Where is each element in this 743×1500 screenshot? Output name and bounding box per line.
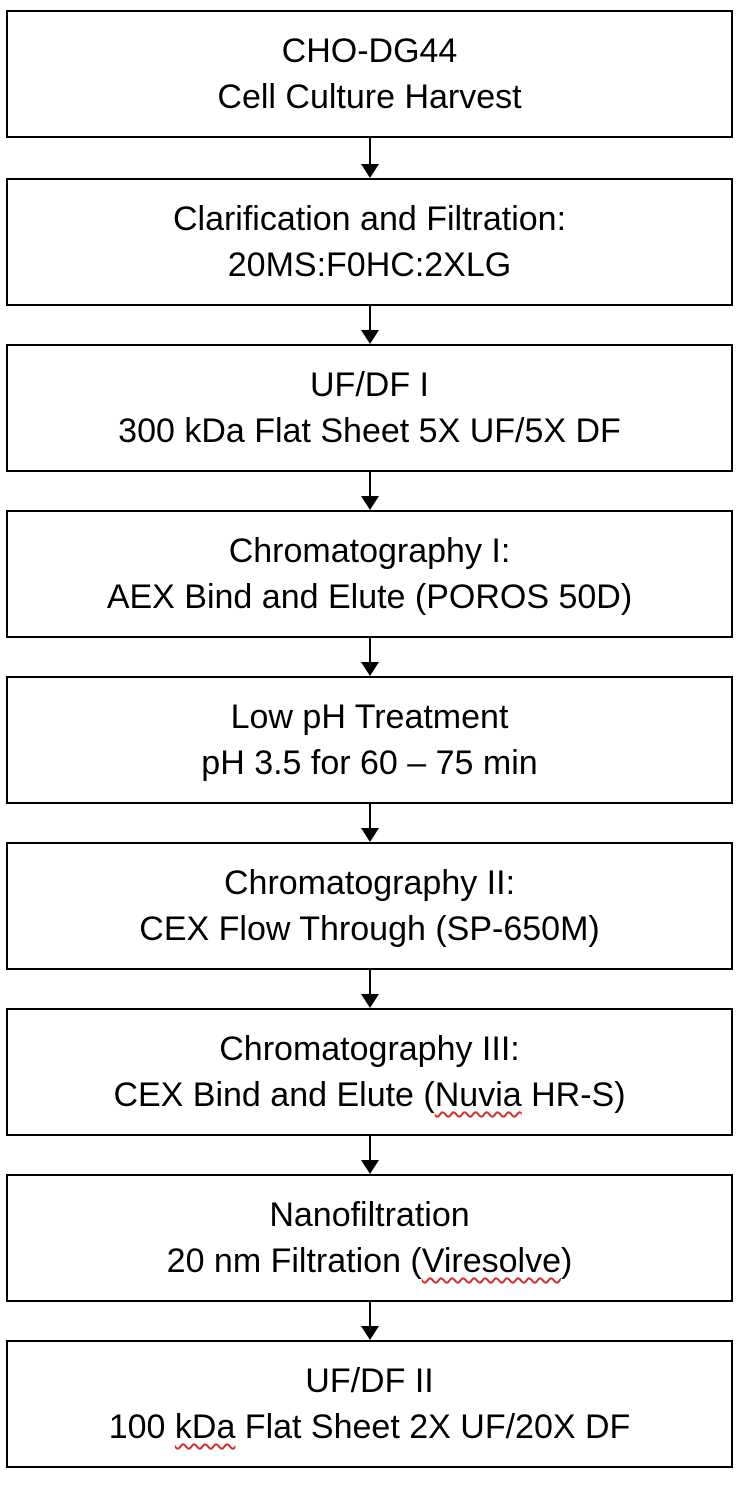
step-box-chromatography-2: [6, 842, 733, 970]
step-box-nanofiltration: [6, 1174, 733, 1302]
step-detail: 20 nm Filtration (Viresolve): [166, 1242, 573, 1280]
step-box-chromatography-1: [6, 510, 733, 638]
step-box-chromatography-3: [6, 1008, 733, 1136]
step-box-ufdf-2: [6, 1340, 733, 1468]
step-box-ufdf-1: [6, 344, 733, 472]
step-detail: AEX Bind and Elute (POROS 50D): [106, 578, 633, 616]
step-title: Clarification and Filtration:: [172, 200, 567, 238]
step-box-low-ph: [6, 676, 733, 804]
step-detail: 20MS:F0HC:2XLG: [227, 246, 512, 284]
arrow-down-icon: [357, 306, 383, 344]
step-detail: Cell Culture Harvest: [217, 78, 522, 116]
step-detail: CEX Bind and Elute (Nuvia HR-S): [113, 1076, 626, 1114]
arrow-down-icon: [357, 970, 383, 1008]
arrow-down-icon: [357, 472, 383, 510]
step-detail: 300 kDa Flat Sheet 5X UF/5X DF: [118, 412, 621, 450]
step-title: Nanofiltration: [269, 1196, 470, 1234]
step-box-harvest: [6, 10, 733, 138]
spellcheck-mark: kDa: [174, 1408, 236, 1446]
step-title: Chromatography II:: [223, 864, 516, 902]
step-title: Chromatography III:: [219, 1030, 520, 1068]
arrow-down-icon: [357, 138, 383, 178]
step-detail: 100 kDa Flat Sheet 2X UF/20X DF: [108, 1408, 631, 1446]
spellcheck-mark: Viresolve: [421, 1242, 561, 1280]
step-detail: pH 3.5 for 60 – 75 min: [201, 744, 538, 782]
step-title: Low pH Treatment: [230, 698, 509, 736]
step-detail: CEX Flow Through (SP-650M): [139, 910, 600, 948]
step-title: UF/DF I: [310, 366, 429, 404]
step-title: CHO-DG44: [281, 32, 458, 70]
step-title: Chromatography I:: [228, 532, 511, 570]
step-title: UF/DF II: [305, 1362, 434, 1400]
arrow-down-icon: [357, 638, 383, 676]
spellcheck-mark: Nuvia: [434, 1076, 522, 1114]
arrow-down-icon: [357, 804, 383, 842]
step-box-clarification: [6, 178, 733, 306]
arrow-down-icon: [357, 1136, 383, 1174]
arrow-down-icon: [357, 1302, 383, 1340]
